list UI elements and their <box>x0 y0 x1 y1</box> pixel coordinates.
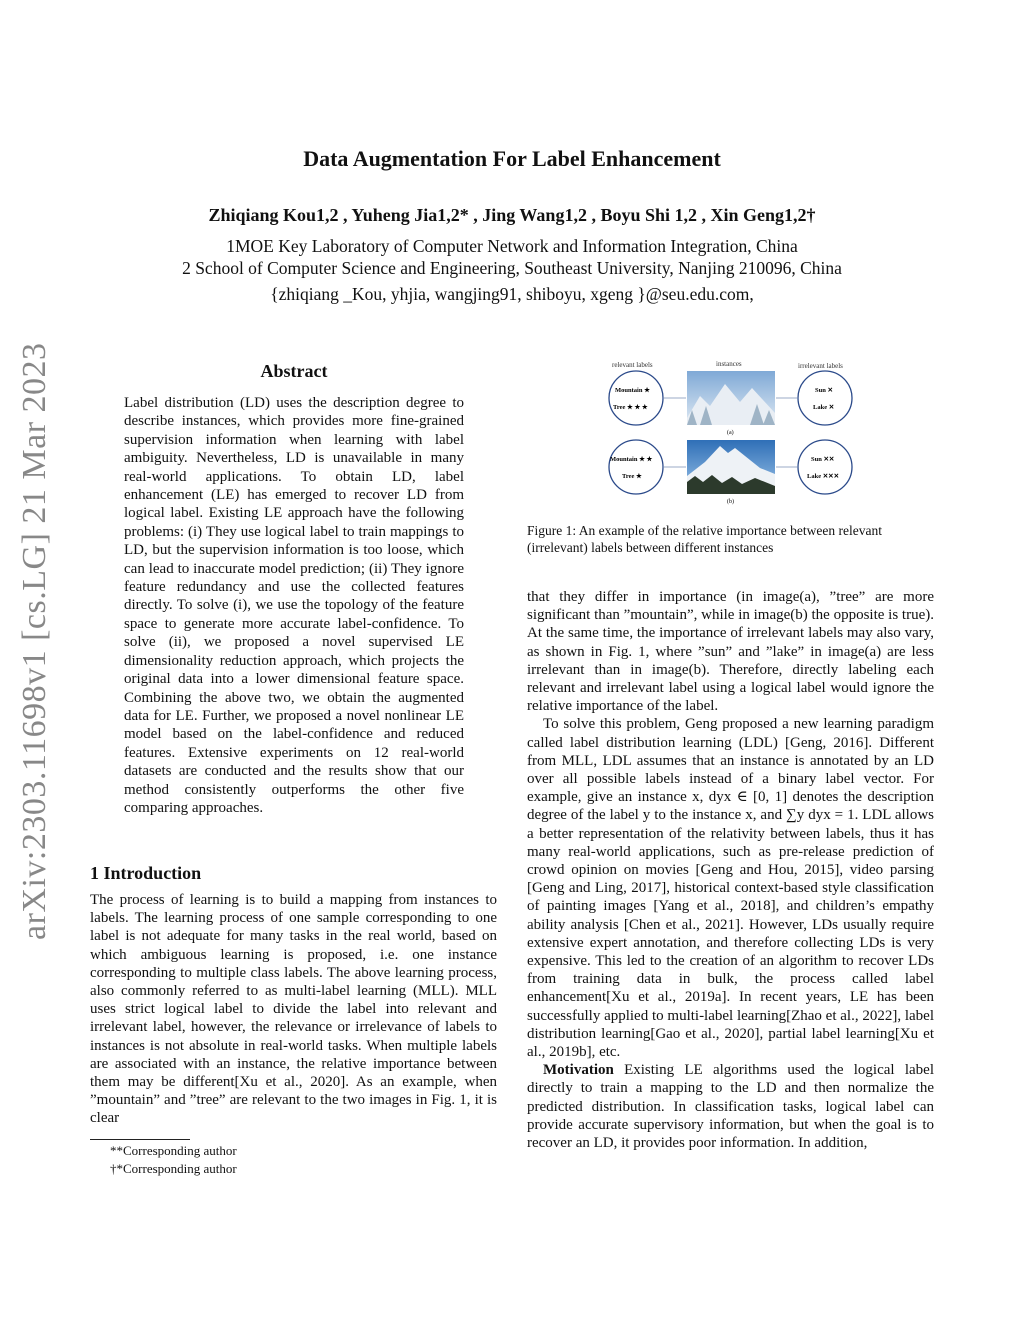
abstract-text: Label distribution (LD) uses the description degree to describe instances, which provides more fine-grained supervision information when learning with label ambiguity. Nevertheless, LD is unavailable in many real-world applications. To obtain LD, label enhancement (LE) has emerged to recover LD from logical label. Existing LE approach have the following problems: (i) They use logical label to train mappings to LD, but the supervision information is too loose, which can lead to inaccurate model prediction; (ii) They ignore feature redundancy and use the collected features directly. To solve (i), we use the topology of the feature space to generate more accurate label-confidence. To solve (ii), we proposed a novel supervised LE dimensionality reduction approach, which projects the original data into a lower dimensional feature space. Combining the above two, we obtain the augmented data for LE. Further, we proposed a novel nonlinear LE model based on the label-confidence and reduced features. Extensive experiments on 12 real-world datasets are conducted and the results show that our method consistently outperforms the other five comparing approaches. <box>124 395 464 816</box>
figure-caption: Figure 1: An example of the relative importance between relevant (irrelevant) labels between different instances <box>527 523 882 555</box>
a-relevant-1: Mountain ★ <box>615 387 650 394</box>
paragraph-motivation <box>527 1061 934 1152</box>
right-column-text <box>527 588 934 1152</box>
paper-title: Data Augmentation For Label Enhancement <box>303 146 721 171</box>
footnote-rule <box>90 1139 190 1140</box>
header-instances: instances <box>716 360 742 368</box>
motivation-text: Existing LE algorithms used the logical label directly to train a mapping to the LD and then normalize the predicted distribution. In classification tasks, logical label can provide accurate supervisory information, but when the goal is to recover an LD, it provides poor information. In addition, <box>527 1062 934 1152</box>
section-heading-introduction: 1 Introduction <box>90 863 202 883</box>
author-list: Zhiqiang Kou1,2 , Yuheng Jia1,2* , Jing Wang1,2 , Boyu Shi 1,2 , Xin Geng1,2† <box>208 205 816 225</box>
a-irrelevant-2: Lake ✕ <box>813 404 835 411</box>
relevant-circle-b <box>609 440 663 494</box>
b-irrelevant-2: Lake ✕✕✕ <box>807 473 840 480</box>
footnote-2: †*Corresponding author <box>110 1161 237 1176</box>
arxiv-stamp: arXiv:2303.11698v1 [cs.LG] 21 Mar 2023 <box>16 342 53 940</box>
email-line: {zhiqiang _Kou, yhjia, wangjing91, shiboyu, xgeng }@seu.edu.com, <box>270 284 754 304</box>
label-b: (b) <box>727 499 734 505</box>
b-irrelevant-1: Sun ✕✕ <box>811 456 835 463</box>
b-relevant-1: Mountain ★ ★ <box>610 456 653 463</box>
affiliation-1: 1MOE Key Laboratory of Computer Network and Information Integration, China <box>226 236 798 256</box>
paragraph: that they differ in importance (in image(a), ”tree” are more significant than ”mountain”, while in image(b) the opposite is true). At the same time, the importance of irrelevant labels may also vary, as shown in Fig. 1, where ”sun” and ”lake” in image(a) are less irrelevant than in image(b). Therefore, directly labeling each relevant and irrelevant label using a logical label would ignore the relative importance of the label. <box>527 589 934 715</box>
abstract-heading: Abstract <box>260 361 328 381</box>
irrelevant-circle-a <box>798 371 852 425</box>
b-relevant-2: Tree ★ <box>622 473 642 480</box>
figure-1 <box>600 358 860 508</box>
relevant-circle-a <box>609 371 663 425</box>
header-irrelevant-labels: irrelevant labels <box>798 362 843 370</box>
introduction-text: The process of learning is to build a mapping from instances to labels. The learning process of one sample corresponding to one label is not adequate for many tasks in the real world, based on which ambiguous learning is proposed, i.e. one instance corresponding to multiple class labels. The above learning process, also commonly referred to as multi-label learning (MLL). MLL uses strict logical label to divide the label into relevant and irrelevant label, however, the relevance or irrelevance of labels to instances is not absolute in real-world tasks. When multiple labels are associated with an instance, the relative importance between them may be different[Xu et al., 2020]. As an example, when ”mountain” and ”tree” are relevant to the two images in Fig. 1, it is clear <box>90 892 497 1127</box>
footnote-1: **Corresponding author <box>110 1143 237 1158</box>
label-a: (a) <box>727 430 734 436</box>
a-relevant-2: Tree ★ ★ ★ <box>613 404 648 411</box>
header-relevant-labels: relevant labels <box>612 361 653 369</box>
paragraph: To solve this problem, Geng proposed a new learning paradigm called label distribution learning (LDL) [Geng, 2016]. Different from MLL, LDL assumes that an instance is annotated by an LD over all possible labels instead of a binary label vector. For example, give an instance x, dyx ∈ [0, 1] denotes the description degree of the label y to the instance x, and ∑y dyx = 1. LDL allows a better representation of the relativity between labels, thus it has many real-world applications, such as pre-release prediction of crowd opinion on movies [Geng and Hou, 2015], video parsing [Geng and Ling, 2017], historical context-based style classification of painting images [Yang et al., 2018], and children’s empathy ability analysis [Chen et al., 2021]. However, LDs usually require extensive expert annotation, and therefore collecting LDs is very expensive. This led to the creation of an algorithm to recover LDs from training data in bulk, the process called label enhancement[Xu et al., 2019a]. In recent years, LE has been successfully applied to multi-label learning[Zhao et al., 2022], label distribution learning[Gao et al., 2020], partial label learning[Xu et al., 2019b], etc. <box>527 716 934 1061</box>
motivation-label: Motivation <box>543 1062 614 1079</box>
affiliation-2: 2 School of Computer Science and Engineering, Southeast University, Nanjing 210096, China <box>182 258 842 278</box>
a-irrelevant-1: Sun ✕ <box>815 387 833 394</box>
irrelevant-circle-b <box>798 440 852 494</box>
